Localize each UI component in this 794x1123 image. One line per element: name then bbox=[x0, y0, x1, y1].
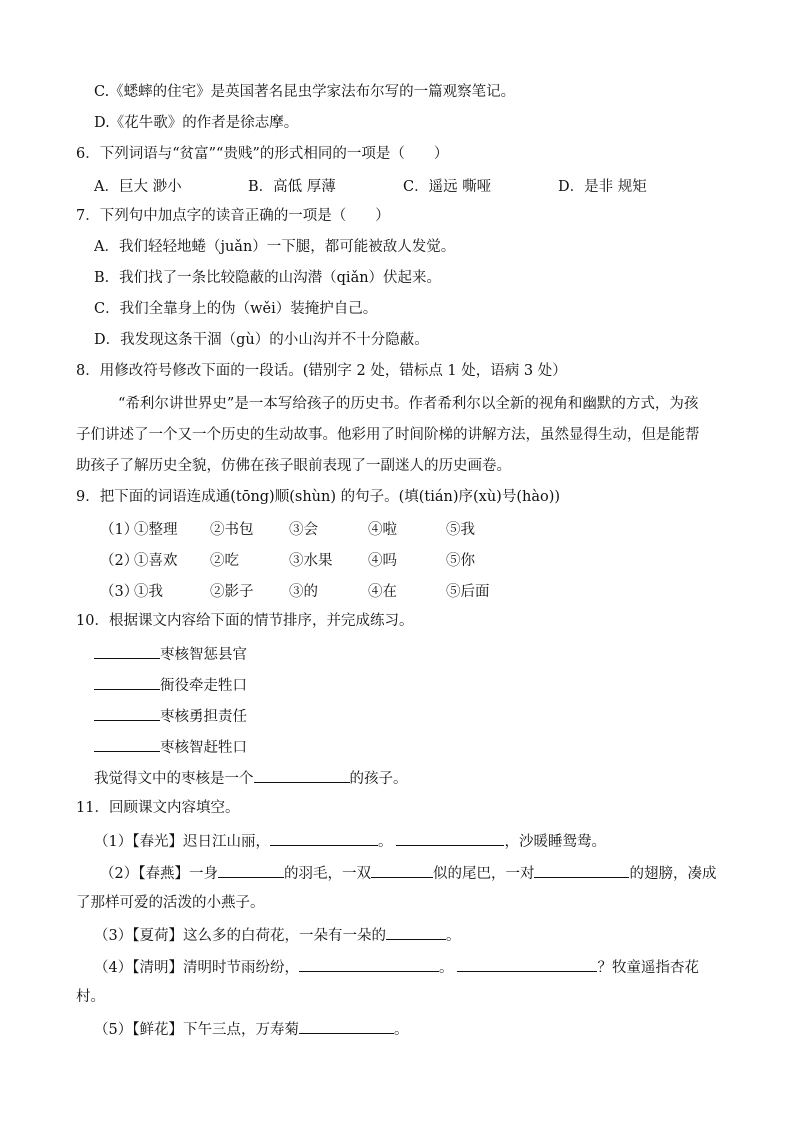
q9-row-1-item-1: ①整理 bbox=[134, 522, 178, 538]
q9-row-2-number: （2） bbox=[100, 553, 139, 569]
q9-row-3-item-5: ⑤后面 bbox=[446, 584, 490, 600]
q11-item-2-line-1: （2）【春燕】一身 的羽毛，一双 似的尾巴，一对 的翅膀，凑成 bbox=[100, 862, 716, 884]
q11-item-5: （5）【鲜花】下午三点，万寿菊 。 bbox=[94, 1018, 408, 1040]
q11-blank-1a[interactable] bbox=[270, 830, 378, 846]
q10-conclusion: 我觉得文中的枣核是一个 的孩子。 bbox=[94, 767, 408, 789]
q9-row-3-item-2: ②影子 bbox=[210, 584, 254, 600]
q11-item-2-line-2: 了那样可爱的活泼的小燕子。 bbox=[76, 895, 265, 911]
q10-plot-item-1: 枣核智惩县官 bbox=[94, 643, 247, 665]
q9-row-1-item-2: ②书包 bbox=[210, 522, 254, 538]
q6-option-c: C．遥远 嘶哑 bbox=[403, 179, 492, 195]
q9-row-1-item-5: ⑤我 bbox=[446, 522, 475, 538]
q9-row-3-number: （3） bbox=[100, 584, 139, 600]
q11-blank-4a[interactable] bbox=[299, 956, 439, 972]
q9-row-2-item-4: ④吗 bbox=[368, 553, 397, 569]
q10-blank-2[interactable] bbox=[94, 674, 160, 690]
q7-option-d: D．我发现这条干涸（gù）的小山沟并不十分隐蔽。 bbox=[94, 332, 429, 348]
question-7: 7．下列句中加点字的读音正确的一项是（ ） bbox=[76, 208, 390, 224]
q9-row-2-item-2: ②吃 bbox=[210, 553, 239, 569]
q10-plot-item-4: 枣核智赶牲口 bbox=[94, 736, 247, 758]
question-9: 9．把下面的词语连成通(tōng)顺(shùn) 的句子。(填(tián)序(xù)号(hào)) bbox=[76, 489, 561, 505]
q9-row-3-item-1: ①我 bbox=[134, 584, 163, 600]
q7-option-a: A．我们轻轻地蜷（juǎn）一下腿，都可能被敌人发觉。 bbox=[94, 239, 456, 255]
q9-row-2-item-1: ①喜欢 bbox=[134, 553, 178, 569]
q10-blank-4[interactable] bbox=[94, 736, 160, 752]
q11-item-3: （3）【夏荷】这么多的白荷花，一朵有一朵的 。 bbox=[94, 924, 460, 946]
q10-conclusion-blank[interactable] bbox=[254, 767, 350, 783]
question-6: 6．下列词语与“贫富”“贵贱”的形式相同的一项是（ ） bbox=[76, 146, 449, 162]
question-8: 8．用修改符号修改下面的一段话。(错别字 2 处，错标点 1 处，语病 3 处） bbox=[76, 363, 567, 379]
q9-row-1-item-3: ③会 bbox=[289, 522, 318, 538]
q9-row-2-item-5: ⑤你 bbox=[446, 553, 475, 569]
option-d-q5: D.《花牛歌》的作者是徐志摩。 bbox=[94, 115, 299, 131]
q11-blank-4b[interactable] bbox=[457, 956, 597, 972]
q9-row-3-item-3: ③的 bbox=[289, 584, 318, 600]
q11-blank-5[interactable] bbox=[299, 1018, 394, 1034]
q11-item-4-line-1: （4）【清明】清明时节雨纷纷， 。 ？牧童遥指杏花 bbox=[94, 956, 699, 978]
q11-blank-1b[interactable] bbox=[396, 830, 504, 846]
q6-option-a: A．巨大 渺小 bbox=[94, 179, 182, 195]
q11-blank-2a[interactable] bbox=[218, 862, 284, 878]
q6-option-d: D．是非 规矩 bbox=[558, 179, 647, 195]
q9-row-1-number: （1） bbox=[100, 522, 139, 538]
q11-blank-2b[interactable] bbox=[371, 862, 433, 878]
q7-option-c: C．我们全靠身上的伪（wěi）装掩护自己。 bbox=[94, 301, 378, 317]
q10-plot-item-3: 枣核勇担责任 bbox=[94, 705, 247, 727]
q9-row-2-item-3: ③水果 bbox=[289, 553, 333, 569]
q9-row-3-item-4: ④在 bbox=[368, 584, 397, 600]
q11-item-1: （1）【春光】迟日江山丽， 。 ，沙暖睡鸳鸯。 bbox=[94, 830, 606, 852]
q8-paragraph-line-3: 助孩子了解历史全貌，仿佛在孩子眼前表现了一副迷人的历史画卷。 bbox=[76, 458, 511, 474]
q10-blank-3[interactable] bbox=[94, 705, 160, 721]
q10-blank-1[interactable] bbox=[94, 643, 160, 659]
q10-plot-item-2: 衙役牵走牲口 bbox=[94, 674, 247, 696]
question-11: 11．回顾课文内容填空。 bbox=[76, 800, 240, 816]
q11-item-4-line-2: 村。 bbox=[76, 989, 105, 1005]
q11-blank-2c[interactable] bbox=[534, 862, 629, 878]
question-10: 10．根据课文内容给下面的情节排序，并完成练习。 bbox=[76, 613, 414, 629]
q8-paragraph-line-1: “希利尔讲世界史”是一本写给孩子的历史书。作者希利尔以全新的视角和幽默的方式，为孩 bbox=[118, 396, 699, 412]
q9-row-1-item-4: ④啦 bbox=[368, 522, 397, 538]
q7-option-b: B．我们找了一条比较隐蔽的山沟潜（qiǎn）伏起来。 bbox=[94, 270, 442, 286]
q8-paragraph-line-2: 子们讲述了一个又一个历史的生动故事。他彩用了时间阶梯的讲解方法，虽然显得生动，但是能帮 bbox=[76, 427, 700, 443]
q6-option-b: B．高低 厚薄 bbox=[248, 179, 336, 195]
option-c-q5: C.《蟋蟀的住宅》是英国著名昆虫学家法布尔写的一篇观察笔记。 bbox=[94, 84, 516, 100]
q11-blank-3[interactable] bbox=[386, 924, 446, 940]
